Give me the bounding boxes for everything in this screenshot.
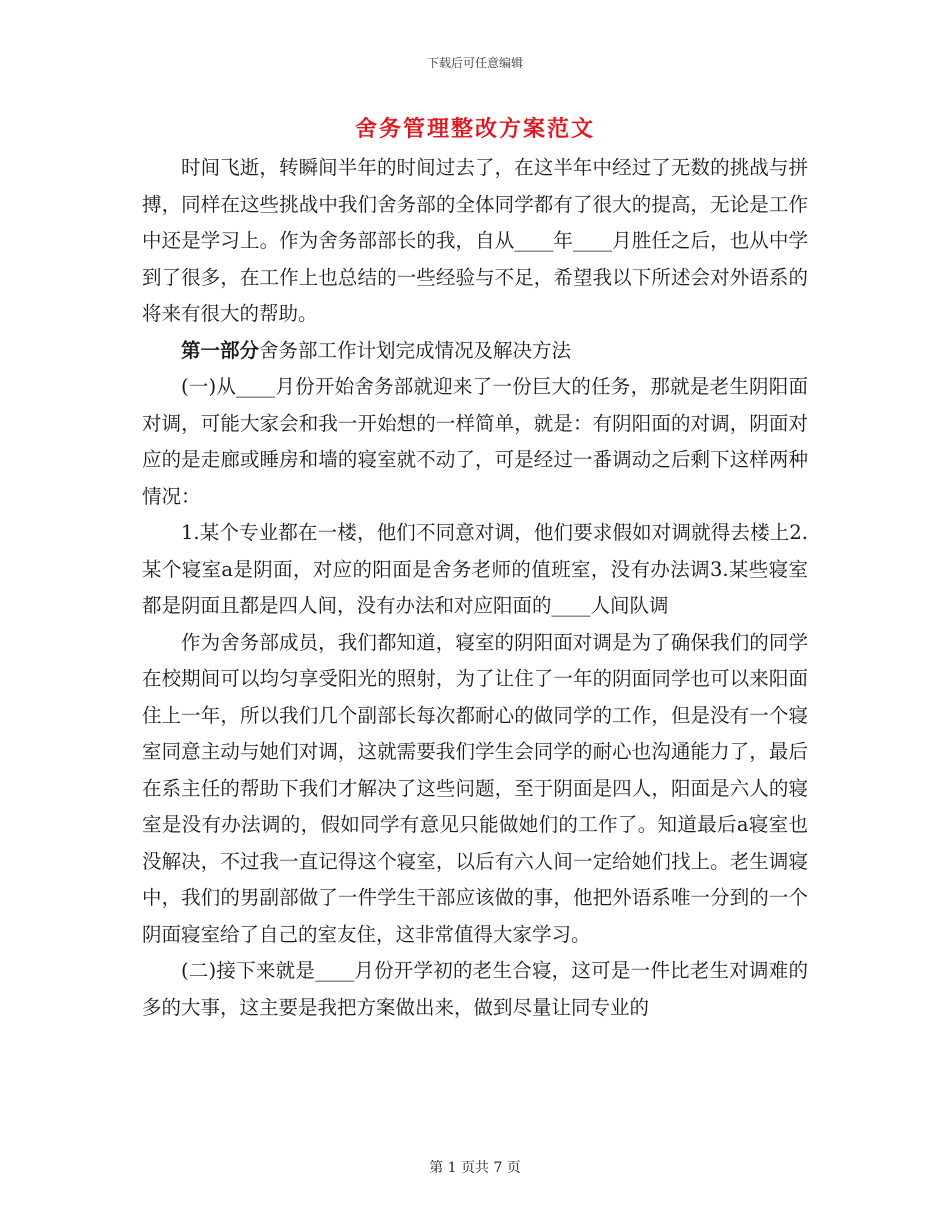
paragraph-list: 1.某个专业都在一楼，他们不同意对调，他们要求假如对调就得去楼上2.某个寝室a是阴面，对应的阳面是舍务老师的值班室，没有办法调3.某些寝室都是阴面且都是四人间，没有办法和对应阳面的____人间队调: [142, 521, 808, 617]
section-heading-bold: 第一部分: [181, 338, 260, 362]
page-header-note: 下载后可任意编辑: [426, 56, 523, 70]
paragraph-item-1: (一)从____月份开始舍务部就迎来了一份巨大的任务，那就是老生阴阳面对调，可能大家会和我一开始想的一样简单，就是：有阴阳面的对调，阴面对应的是走廊或睡房和墙的寝室就不动了，可是经过一番调动之后剩下这样两种情况：: [142, 375, 808, 508]
document-title: 舍务管理整改方案范文: [354, 116, 595, 142]
paragraph-item-2: (二)接下来就是____月份开学初的老生合寝，这可是一件比老生对调难的多的大事，这主要是我把方案做出来，做到尽量让同专业的: [142, 959, 808, 1019]
paragraph-intro: 时间飞逝，转瞬间半年的时间过去了，在这半年中经过了无数的挑战与拼搏，同样在这些挑战中我们舍务部的全体同学都有了很大的提高，无论是工作中还是学习上。作为舍务部部长的我，自从____年____月胜任之后，也从中学到了很多，在工作上也总结的一些经验与不足，希望我以下所述会对外语系的将来有很大的帮助。: [142, 156, 808, 325]
section-heading: [142, 333, 808, 370]
page-number: 第 1 页共 7 页: [429, 1160, 521, 1176]
section-heading-text: 舍务部工作计划完成情况及解决方法: [259, 338, 572, 362]
document-body: [142, 150, 808, 1026]
paragraph-explanation: 作为舍务部成员，我们都知道，寝室的阴阳面对调是为了确保我们的同学在校期间可以均匀享受阳光的照射，为了让住了一年的阴面同学也可以来阳面住上一年，所以我们几个副部长每次都耐心的做同学的工作，但是没有一个寝室同意主动与她们对调，这就需要我们学生会同学的耐心也沟通能力了，最后在系主任的帮助下我们才解决了这些问题，至于阴面是四人，阳面是六人的寝室是没有办法调的，假如同学有意见只能做她们的工作了。知道最后a寝室也没解决，不过我一直记得这个寝室，以后有六人间一定给她们找上。老生调寝中，我们的男副部做了一件学生干部应该做的事，他把外语系唯一分到的一个阴面寝室给了自己的室友住，这非常值得大家学习。: [142, 630, 808, 946]
